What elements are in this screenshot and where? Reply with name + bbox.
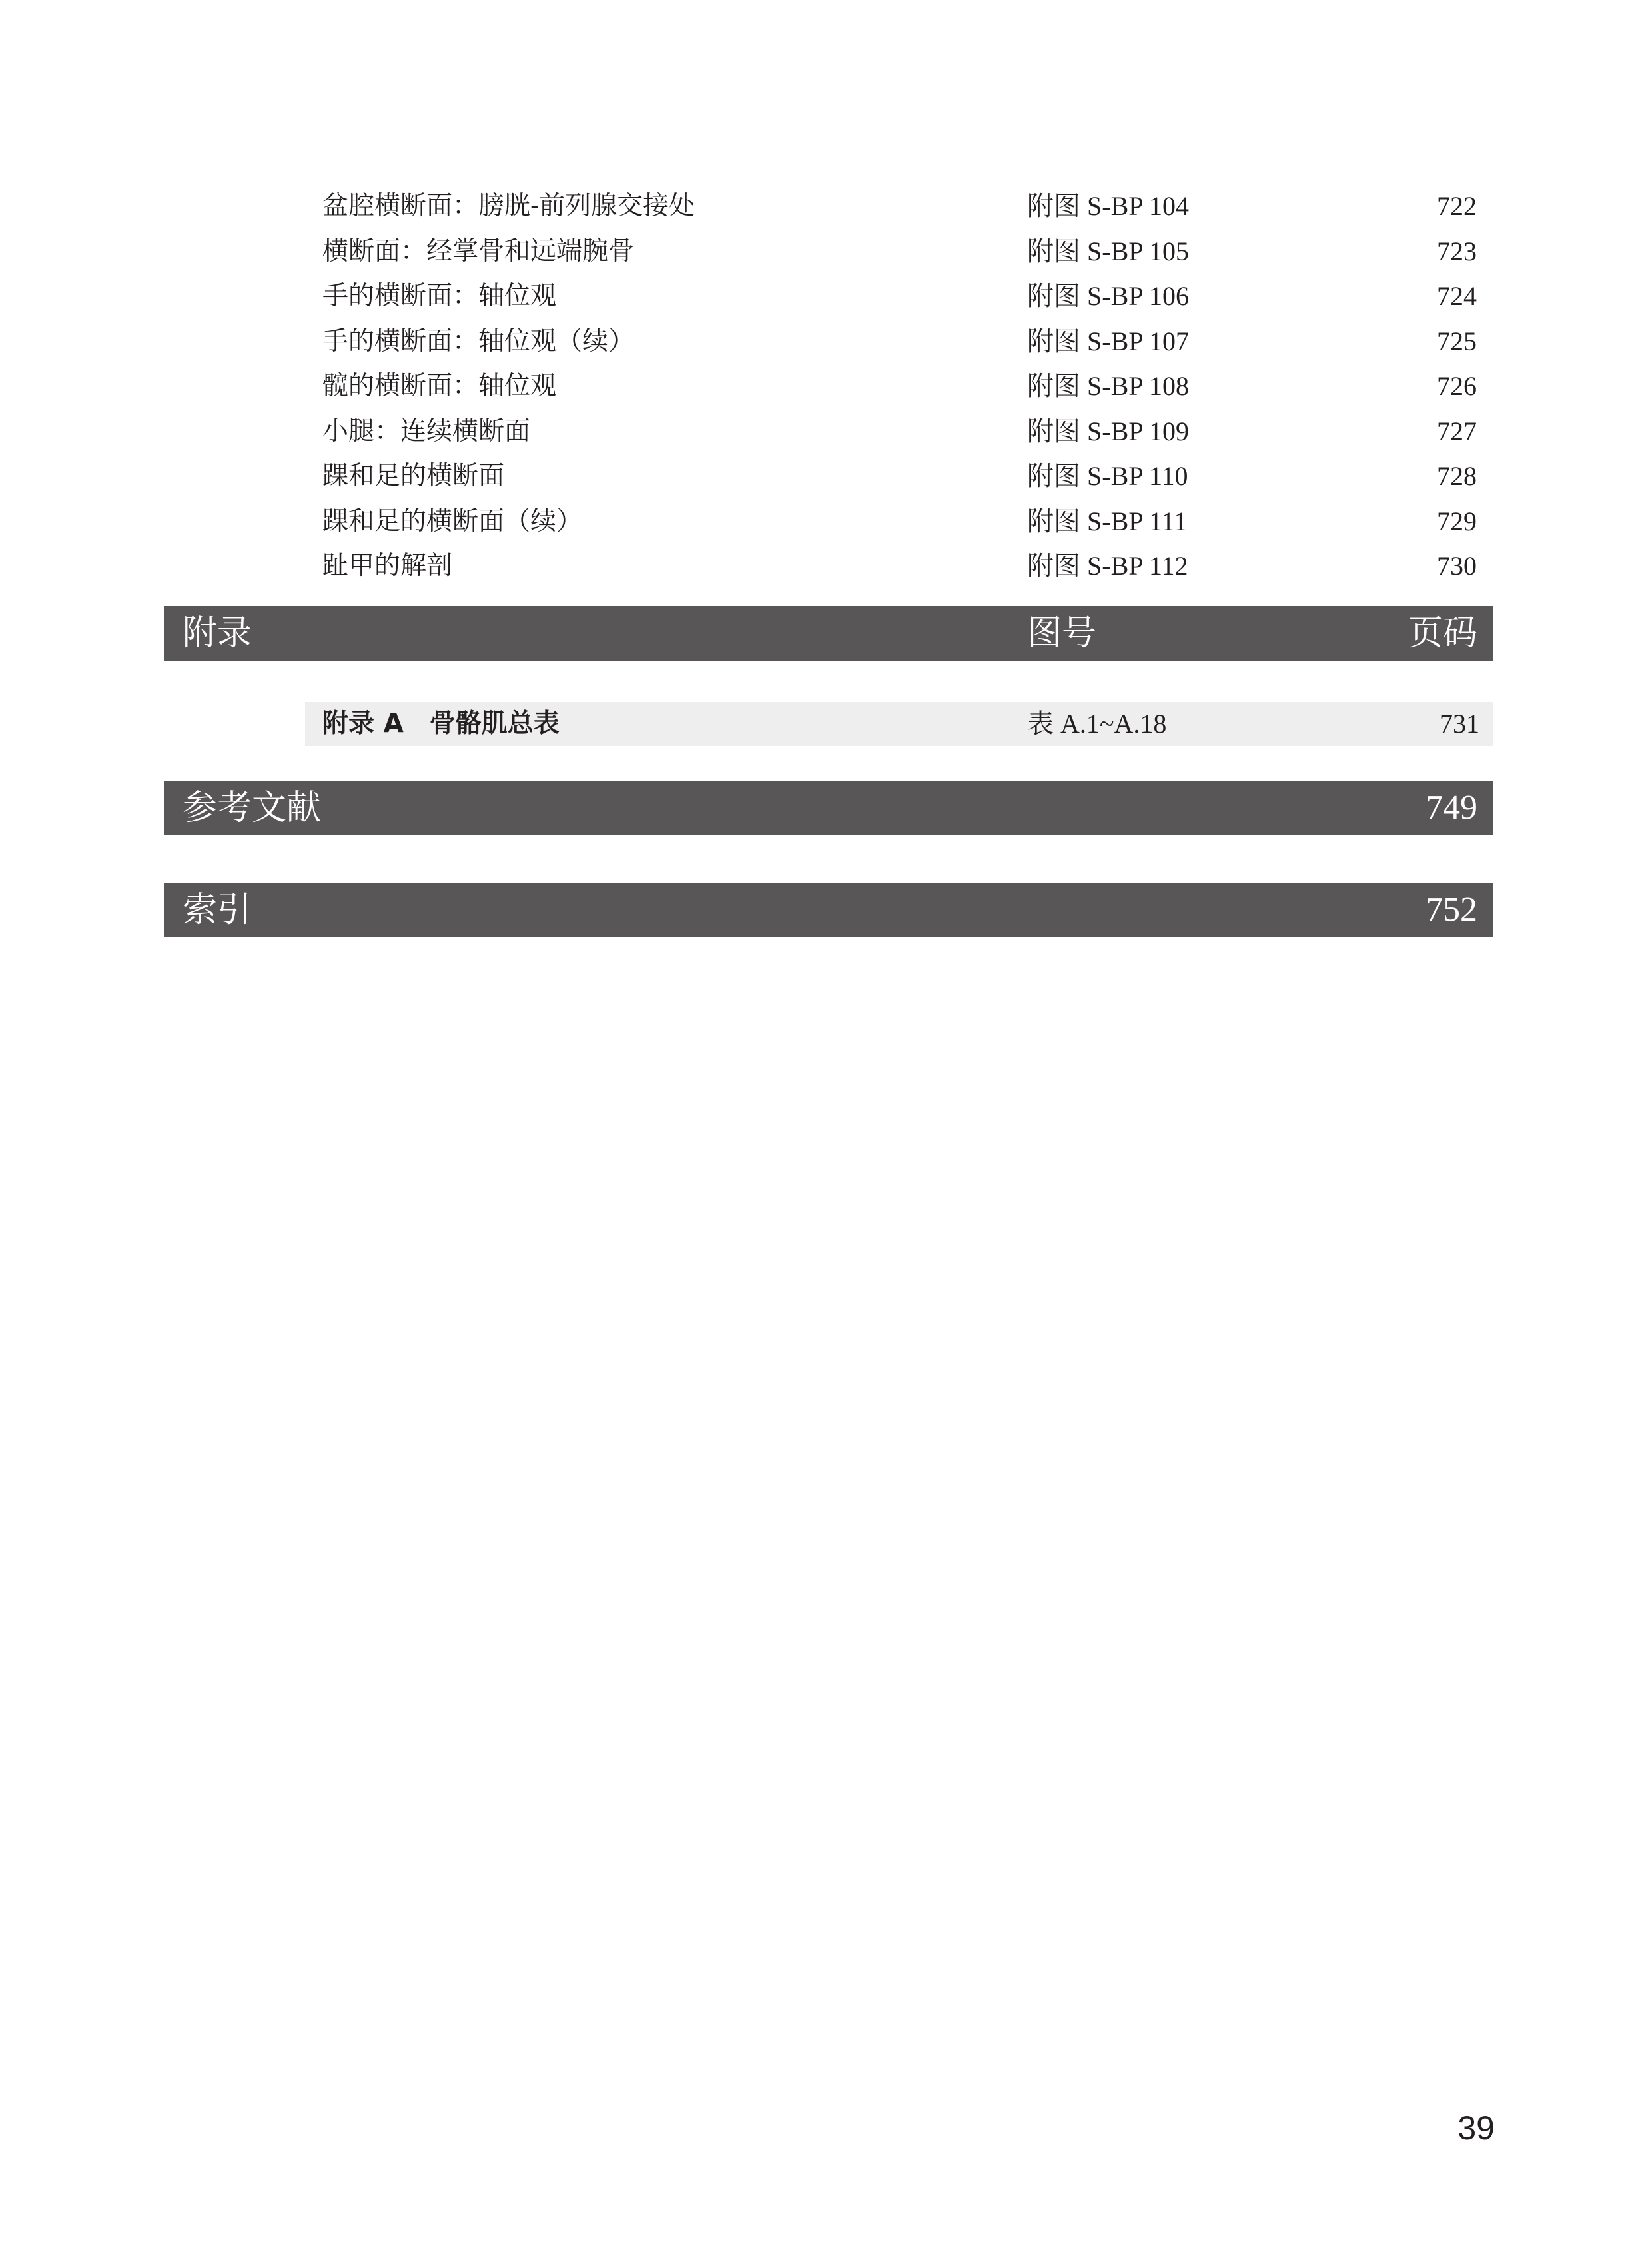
appendix-section-header: [164, 606, 1493, 661]
entry-figure-number: 附图 S-BP 107: [1027, 326, 1190, 356]
entry-page-number: 722: [1437, 191, 1477, 221]
entry-page-number: 728: [1437, 461, 1477, 491]
toc-entry[interactable]: [0, 229, 1652, 274]
entry-page-number: 727: [1437, 416, 1477, 446]
page-number: 39: [1457, 2109, 1495, 2147]
references-page-number: 749: [1426, 789, 1477, 827]
entry-figure-number: 附图 S-BP 106: [1027, 281, 1190, 311]
entry-title: 小腿：连续横断面: [322, 416, 531, 446]
entry-page-number: 723: [1437, 236, 1477, 266]
entry-title: 髋的横断面：轴位观: [322, 371, 557, 401]
toc-entry[interactable]: [0, 544, 1652, 589]
index-title: 索引: [183, 890, 252, 930]
appendix-a-page-number: 731: [1440, 709, 1479, 739]
toc-entry[interactable]: [0, 409, 1652, 454]
appendix-section-title: 附录: [183, 613, 252, 653]
entry-page-number: 730: [1437, 551, 1477, 581]
toc-entry[interactable]: [0, 364, 1652, 409]
entry-title: 手的横断面：轴位观（续）: [322, 326, 635, 356]
figure-column-header: 图号: [1027, 613, 1097, 653]
toc-entry-list: [0, 184, 1652, 589]
entry-page-number: 729: [1437, 506, 1477, 536]
page-column-header: 页码: [1408, 613, 1477, 653]
entry-page-number: 726: [1437, 371, 1477, 401]
toc-entry[interactable]: [0, 319, 1652, 364]
appendix-a-table-range: 表 A.1~A.18: [1027, 709, 1167, 739]
entry-title: 踝和足的横断面（续）: [322, 506, 583, 536]
entry-figure-number: 附图 S-BP 111: [1027, 506, 1188, 536]
entry-figure-number: 附图 S-BP 105: [1027, 236, 1190, 266]
entry-page-number: 725: [1437, 326, 1477, 356]
entry-title: 趾甲的解剖: [322, 551, 453, 581]
toc-entry[interactable]: [0, 184, 1652, 229]
references-title: 参考文献: [183, 788, 322, 828]
entry-title: 手的横断面：轴位观: [322, 281, 557, 311]
entry-page-number: 724: [1437, 281, 1477, 311]
entry-figure-number: 附图 S-BP 112: [1027, 551, 1188, 581]
index-page-number: 752: [1426, 891, 1477, 929]
appendix-a-entry[interactable]: [305, 702, 1493, 746]
toc-entry[interactable]: [0, 274, 1652, 319]
index-section-bar[interactable]: [164, 883, 1493, 937]
entry-figure-number: 附图 S-BP 108: [1027, 371, 1190, 401]
appendix-a-title: 附录 A 骨骼肌总表: [322, 709, 560, 739]
entry-figure-number: 附图 S-BP 110: [1027, 461, 1188, 491]
references-section-bar[interactable]: [164, 781, 1493, 835]
toc-entry[interactable]: [0, 454, 1652, 499]
entry-title: 踝和足的横断面: [322, 461, 505, 491]
entry-title: 盆腔横断面：膀胱-前列腺交接处: [322, 191, 695, 221]
entry-title: 横断面：经掌骨和远端腕骨: [322, 236, 635, 266]
entry-figure-number: 附图 S-BP 109: [1027, 416, 1190, 446]
entry-figure-number: 附图 S-BP 104: [1027, 191, 1190, 221]
toc-entry[interactable]: [0, 499, 1652, 544]
